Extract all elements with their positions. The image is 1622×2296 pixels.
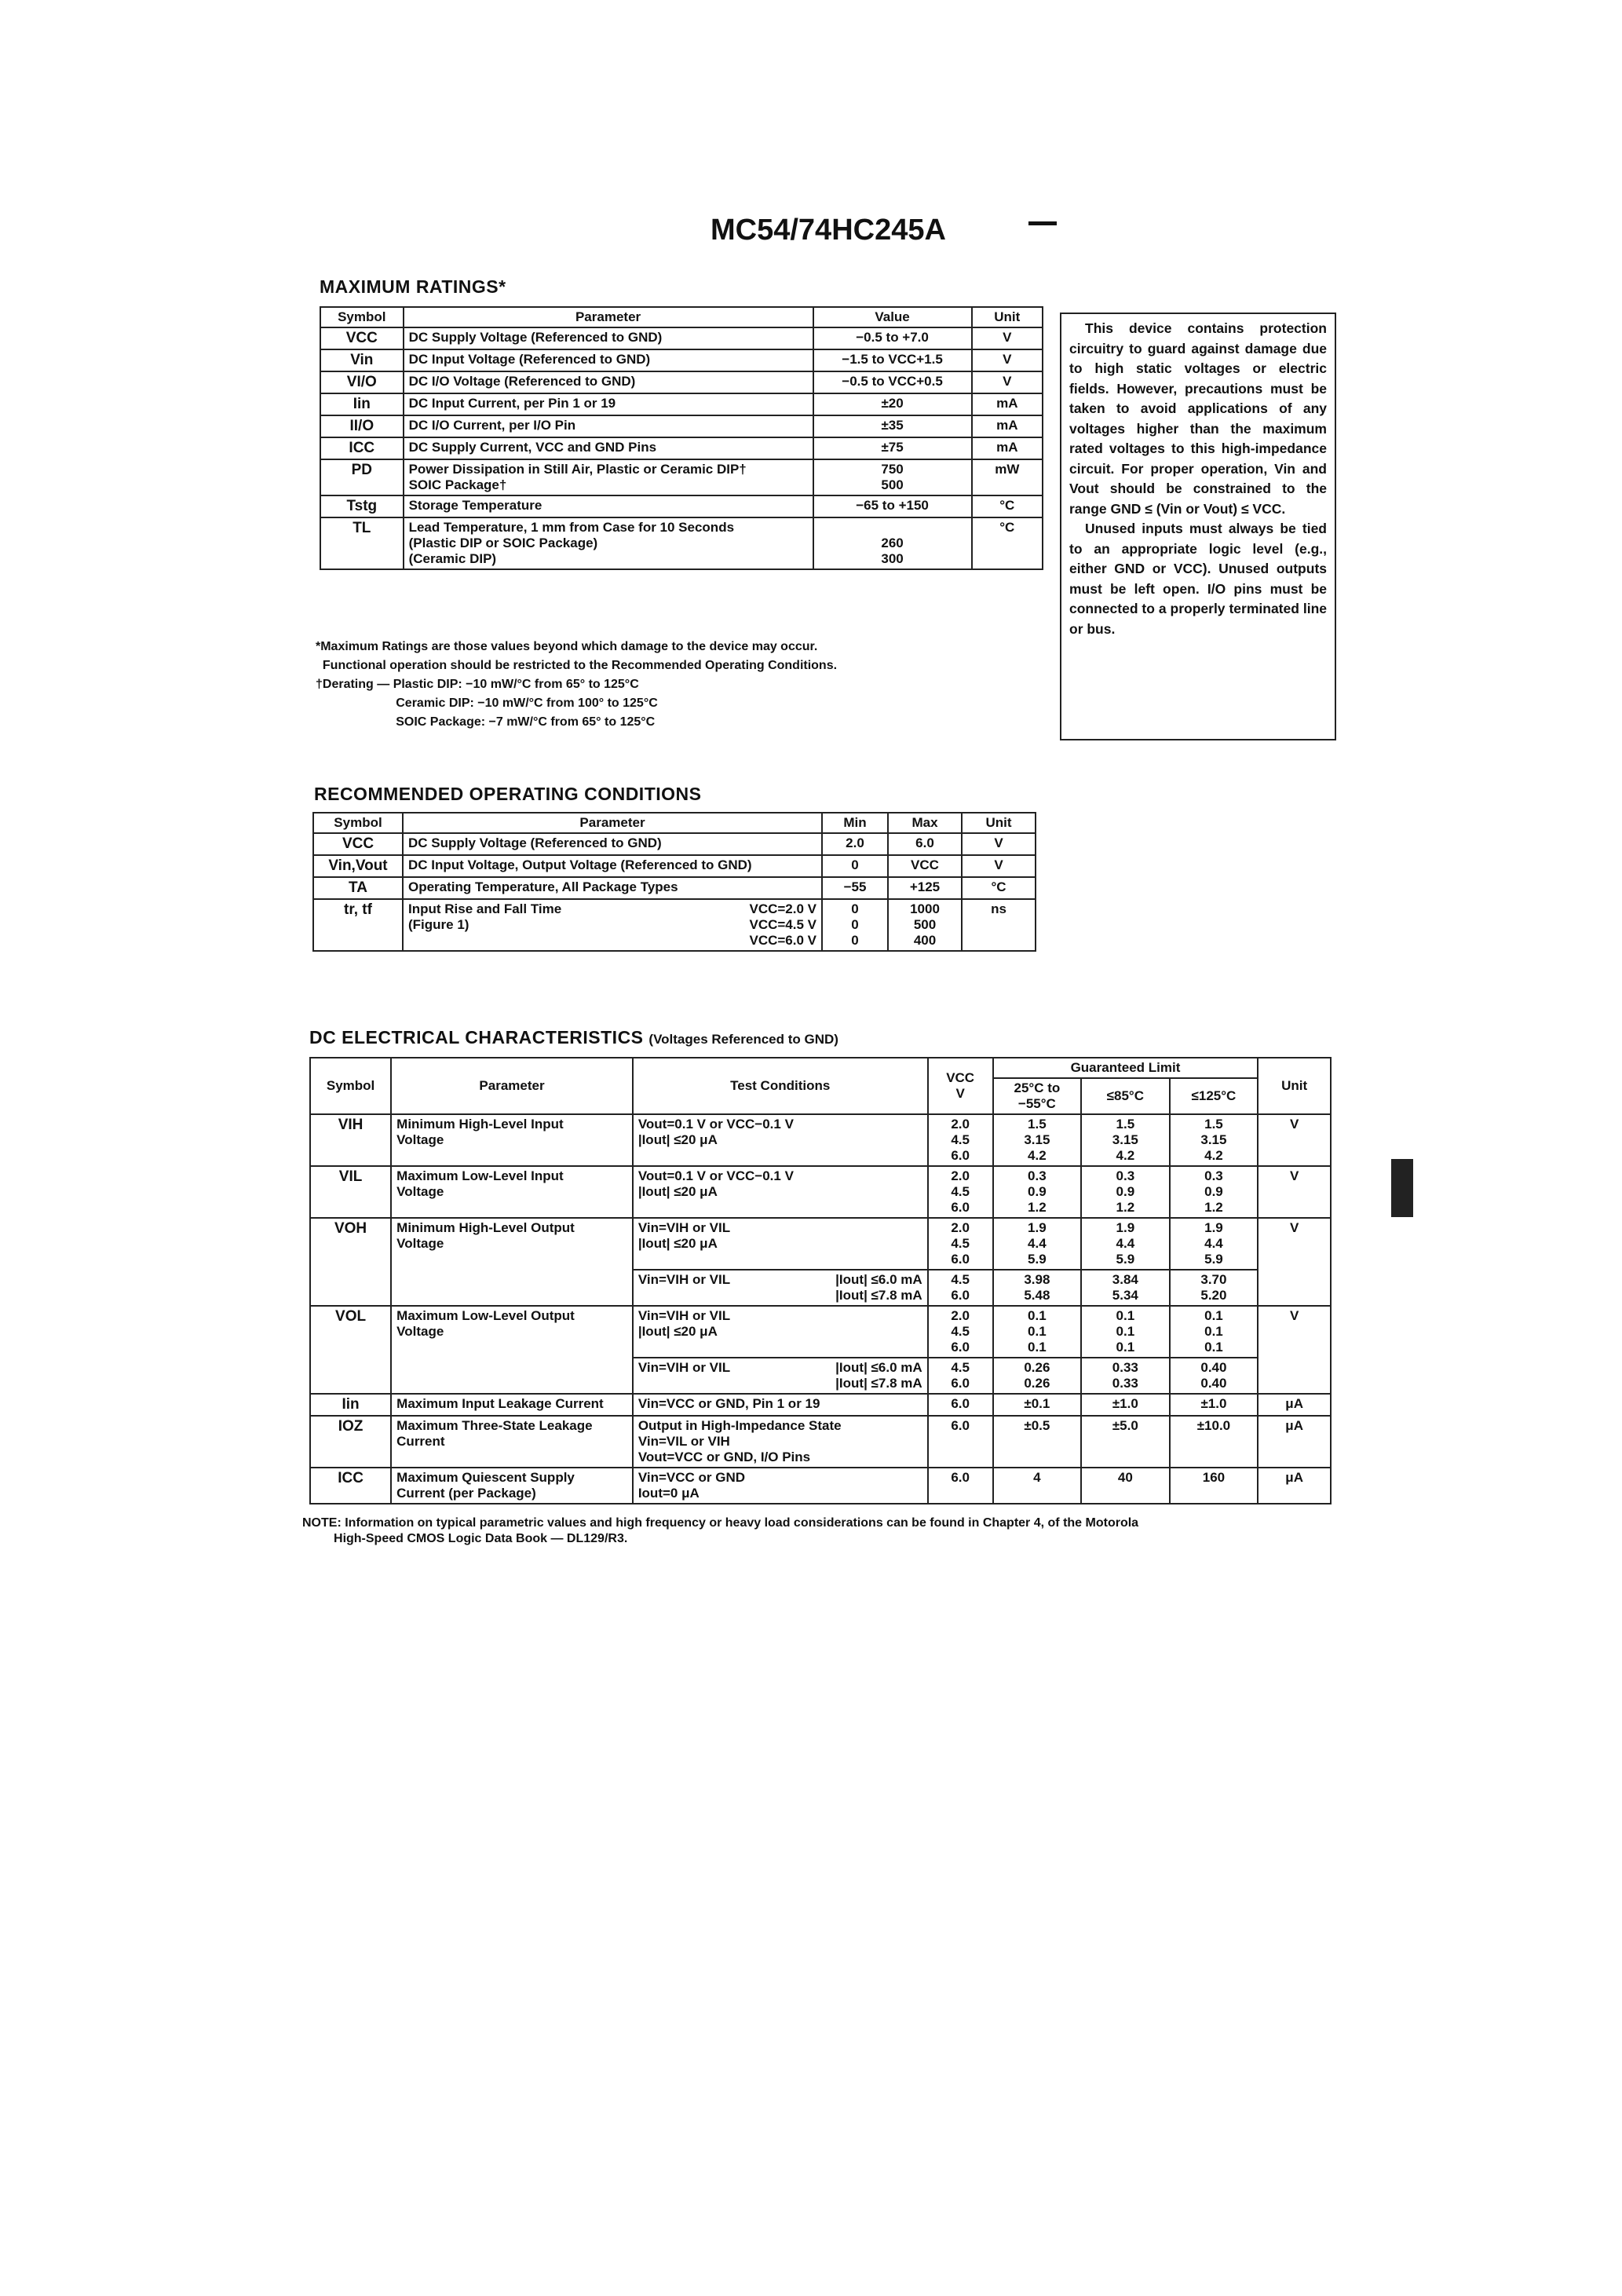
min-cell: 0 [822,855,888,877]
unit-cell: V [1258,1114,1331,1166]
table-row [313,855,1036,877]
vcc-cell: 6.0 [928,1468,993,1504]
protection-info-box [1060,313,1336,740]
value-cell: ±75 [813,437,972,459]
page-tab-marker [1391,1159,1413,1217]
limit-85c-cell: ±1.0 [1081,1394,1169,1416]
limit-125c-cell: 160 [1170,1468,1259,1504]
symbol-cell: VI/O [320,371,404,393]
limit-85c-cell: 0.33 0.33 [1081,1358,1169,1394]
parameter-cell: DC I/O Voltage (Referenced to GND) [404,371,813,393]
parameter-cell: Maximum Low-Level Input Voltage [391,1166,633,1218]
vcc-cell: 2.0 4.5 6.0 [928,1114,993,1166]
table-row [320,495,1043,517]
symbol-cell: IOZ [310,1416,391,1468]
vcc-cell: 2.0 4.5 6.0 [928,1306,993,1358]
max-cell: 1000 500 400 [888,899,962,951]
symbol-cell: VIL [310,1166,391,1218]
parameter-cell: DC I/O Current, per I/O Pin [404,415,813,437]
max-cell: 6.0 [888,833,962,855]
vcc-cell: 2.0 4.5 6.0 [928,1166,993,1218]
parameter-text: Input Rise and Fall Time (Figure 1) [408,901,562,932]
parameter-cell [403,899,822,951]
table-row [313,899,1036,951]
symbol-cell: II/O [320,415,404,437]
value-cell: −1.5 to VCC+1.5 [813,349,972,371]
parameter-text: DC Supply Voltage (Referenced to GND) [408,835,662,850]
parameter-text: DC Input Voltage, Output Voltage (Referenced to GND) [408,857,752,872]
limit-25c-cell: 0.3 0.9 1.2 [993,1166,1081,1218]
limit-85c-cell: 0.1 0.1 0.1 [1081,1306,1169,1358]
col-guaranteed-limit: Guaranteed Limit [993,1058,1259,1078]
unit-cell: V [972,349,1043,371]
parameter-cell: Maximum Quiescent Supply Current (per Package) [391,1468,633,1504]
col-temp-125: ≤125°C [1170,1078,1259,1114]
parameter-cell: DC Input Voltage (Referenced to GND) [404,349,813,371]
table-row [310,1218,1331,1270]
parameter-text: Operating Temperature, All Package Types [408,879,678,894]
table-row [310,1114,1331,1166]
symbol-cell: Vin [320,349,404,371]
limit-25c-cell: 4 [993,1468,1081,1504]
unit-cell: V [972,371,1043,393]
max-ratings-table [320,306,1043,570]
parameter-cell: Minimum High-Level Input Voltage [391,1114,633,1166]
table-row [313,877,1036,899]
vcc-cell: 2.0 4.5 6.0 [928,1218,993,1270]
table-row [320,415,1043,437]
table-row [310,1394,1331,1416]
limit-85c-cell: ±5.0 [1081,1416,1169,1468]
table-header-row [310,1058,1331,1078]
min-cell: 2.0 [822,833,888,855]
unit-cell: V [1258,1166,1331,1218]
unit-cell: °C [962,877,1036,899]
vcc-cell: 4.5 6.0 [928,1270,993,1306]
limit-85c-cell: 40 [1081,1468,1169,1504]
table-row [320,393,1043,415]
limit-125c-cell: ±10.0 [1170,1416,1259,1468]
vcc-cell: 4.5 6.0 [928,1358,993,1394]
parameter-cell: Maximum Input Leakage Current [391,1394,633,1416]
col-max: Max [888,813,962,833]
limit-25c-cell: ±0.5 [993,1416,1081,1468]
dc-char-note: NOTE: Information on typical parametric values and high frequency or heavy load considerations can be found in Chapter 4, of the Motorola High-Speed CMOS Logic Data Book — DL129/R3. [302,1516,1139,1545]
test-condition-cell: Vin=VCC or GND Iout=0 μA [633,1468,928,1504]
unit-cell: °C [972,495,1043,517]
col-unit: Unit [1258,1058,1331,1114]
value-cell: −65 to +150 [813,495,972,517]
unit-cell: V [1258,1218,1331,1306]
min-cell: 0 0 0 [822,899,888,951]
max-ratings-notes: *Maximum Ratings are those values beyond which damage to the device may occur. Functional operation should be restricted to the Recommended Operating Conditions. †Derating — Plastic DIP: −10 mW/°C from 65° to 125°C Ceramic DIP: −10 mW/°C from 100° to 125°C SOIC Package: −7 mW/°C from 65° to 125°C [316,640,838,729]
limit-125c-cell: 1.9 4.4 5.9 [1170,1218,1259,1270]
table-row [320,437,1043,459]
test-condition-cell: Vin=VIH or VIL |Iout| ≤20 μA [633,1306,928,1358]
symbol-cell: Iin [320,393,404,415]
limit-85c-cell: 3.84 5.34 [1081,1270,1169,1306]
limit-125c-cell: 0.40 0.40 [1170,1358,1259,1394]
symbol-cell: VCC [320,327,404,349]
symbol-cell: TA [313,877,403,899]
parameter-cell [403,833,822,855]
test-condition-cell [633,1270,928,1306]
col-symbol: Symbol [310,1058,391,1114]
limit-25c-cell: 3.98 5.48 [993,1270,1081,1306]
test-condition-cell [633,1358,928,1394]
rec-op-heading: RECOMMENDED OPERATING CONDITIONS [314,784,702,804]
limit-125c-cell: 0.3 0.9 1.2 [1170,1166,1259,1218]
limit-125c-cell: 0.1 0.1 0.1 [1170,1306,1259,1358]
test-condition-b: |Iout| ≤6.0 mA |Iout| ≤7.8 mA [835,1360,922,1391]
protection-para-2: Unused inputs must always be tied to an appropriate logic level (e.g., either GND or VCC). Unused outputs must be left open. I/O pins must be connected to a properly terminated line or bus. [1069,521,1327,637]
limit-85c-cell: 1.9 4.4 5.9 [1081,1218,1169,1270]
value-cell: ±35 [813,415,972,437]
table-row [310,1416,1331,1468]
value-cell: −0.5 to +7.0 [813,327,972,349]
dc-char-heading [309,1027,838,1048]
limit-25c-cell: 1.9 4.4 5.9 [993,1218,1081,1270]
parameter-cell: Lead Temperature, 1 mm from Case for 10 Seconds (Plastic DIP or SOIC Package) (Ceramic DIP) [404,517,813,569]
vcc-cell: 6.0 [928,1416,993,1468]
unit-cell: μA [1258,1416,1331,1468]
unit-cell: mW [972,459,1043,495]
max-cell: VCC [888,855,962,877]
value-cell: −0.5 to VCC+0.5 [813,371,972,393]
test-condition-cell: Vout=0.1 V or VCC−0.1 V |Iout| ≤20 μA [633,1166,928,1218]
symbol-cell: tr, tf [313,899,403,951]
protection-para-1: This device contains protection circuitry to guard against damage due to high static voltages or electric fields. However, precautions must be taken to avoid applications of any voltages higher than the maximum rated voltages to this high-impedance circuit. For proper operation, Vin and Vout should be constrained to the range GND ≤ (Vin or Vout) ≤ VCC. [1069,320,1327,517]
test-condition-cell: Vin=VIH or VIL |Iout| ≤20 μA [633,1218,928,1270]
col-unit: Unit [972,307,1043,327]
dc-char-title: DC ELECTRICAL CHARACTERISTICS [309,1027,644,1047]
unit-cell: °C [972,517,1043,569]
dc-char-subtitle: (Voltages Referenced to GND) [648,1032,838,1047]
limit-125c-cell: 1.5 3.15 4.2 [1170,1114,1259,1166]
parameter-cell: DC Supply Voltage (Referenced to GND) [404,327,813,349]
header-dash [1028,221,1057,225]
test-condition-b: |Iout| ≤6.0 mA |Iout| ≤7.8 mA [835,1272,922,1303]
limit-25c-cell: ±0.1 [993,1394,1081,1416]
symbol-cell: PD [320,459,404,495]
col-symbol: Symbol [320,307,404,327]
col-value: Value [813,307,972,327]
col-symbol: Symbol [313,813,403,833]
unit-cell: V [962,855,1036,877]
col-temp-85: ≤85°C [1081,1078,1169,1114]
rec-op-table [312,812,1036,952]
table-row [310,1166,1331,1218]
table-row [310,1468,1331,1504]
table-row [320,517,1043,569]
parameter-cell: Storage Temperature [404,495,813,517]
unit-cell: μA [1258,1394,1331,1416]
symbol-cell: VCC [313,833,403,855]
col-unit: Unit [962,813,1036,833]
symbol-cell: Iin [310,1394,391,1416]
col-temp-25: 25°C to −55°C [993,1078,1081,1114]
test-condition-a: Vin=VIH or VIL [637,1272,731,1287]
symbol-cell: VOL [310,1306,391,1394]
parameter-cell: Maximum Low-Level Output Voltage [391,1306,633,1394]
value-cell: ±20 [813,393,972,415]
test-condition-a: Vin=VIH or VIL [637,1360,731,1375]
col-parameter: Parameter [403,813,822,833]
symbol-cell: TL [320,517,404,569]
unit-cell: mA [972,437,1043,459]
limit-25c-cell: 0.1 0.1 0.1 [993,1306,1081,1358]
limit-85c-cell: 0.3 0.9 1.2 [1081,1166,1169,1218]
condition-text: VCC=2.0 V VCC=4.5 V VCC=6.0 V [749,901,816,948]
value-cell: 750 500 [813,459,972,495]
symbol-cell: ICC [320,437,404,459]
limit-25c-cell: 0.26 0.26 [993,1358,1081,1394]
parameter-cell: Power Dissipation in Still Air, Plastic or Ceramic DIP† SOIC Package† [404,459,813,495]
unit-cell: mA [972,393,1043,415]
table-row [320,459,1043,495]
max-ratings-heading: MAXIMUM RATINGS* [320,276,506,297]
test-condition-cell: Vin=VCC or GND, Pin 1 or 19 [633,1394,928,1416]
col-test: Test Conditions [633,1058,928,1114]
parameter-cell: DC Supply Current, VCC and GND Pins [404,437,813,459]
table-header-row [320,307,1043,327]
symbol-cell: VOH [310,1218,391,1306]
parameter-cell [403,877,822,899]
symbol-cell: ICC [310,1468,391,1504]
test-condition-cell: Vout=0.1 V or VCC−0.1 V |Iout| ≤20 μA [633,1114,928,1166]
col-parameter: Parameter [404,307,813,327]
parameter-cell: DC Input Current, per Pin 1 or 19 [404,393,813,415]
symbol-cell: VIH [310,1114,391,1166]
limit-125c-cell: ±1.0 [1170,1394,1259,1416]
col-parameter: Parameter [391,1058,633,1114]
table-row [320,327,1043,349]
table-header-row [313,813,1036,833]
unit-cell: V [972,327,1043,349]
parameter-cell: Minimum High-Level Output Voltage [391,1218,633,1306]
test-condition-cell: Output in High-Impedance State Vin=VIL or VIH Vout=VCC or GND, I/O Pins [633,1416,928,1468]
col-min: Min [822,813,888,833]
unit-cell: mA [972,415,1043,437]
limit-85c-cell: 1.5 3.15 4.2 [1081,1114,1169,1166]
unit-cell: V [962,833,1036,855]
symbol-cell: Vin,Vout [313,855,403,877]
unit-cell: μA [1258,1468,1331,1504]
dc-char-table [309,1057,1332,1504]
value-cell: 260 300 [813,517,972,569]
unit-cell: ns [962,899,1036,951]
limit-25c-cell: 1.5 3.15 4.2 [993,1114,1081,1166]
min-cell: −55 [822,877,888,899]
max-cell: +125 [888,877,962,899]
col-vcc: VCC V [928,1058,993,1114]
parameter-cell [403,855,822,877]
table-row [310,1306,1331,1358]
parameter-cell: Maximum Three-State Leakage Current [391,1416,633,1468]
table-row [320,349,1043,371]
page-title: MC54/74HC245A [711,214,946,247]
table-row [313,833,1036,855]
unit-cell: V [1258,1306,1331,1394]
vcc-cell: 6.0 [928,1394,993,1416]
limit-125c-cell: 3.70 5.20 [1170,1270,1259,1306]
table-row [320,371,1043,393]
symbol-cell: Tstg [320,495,404,517]
